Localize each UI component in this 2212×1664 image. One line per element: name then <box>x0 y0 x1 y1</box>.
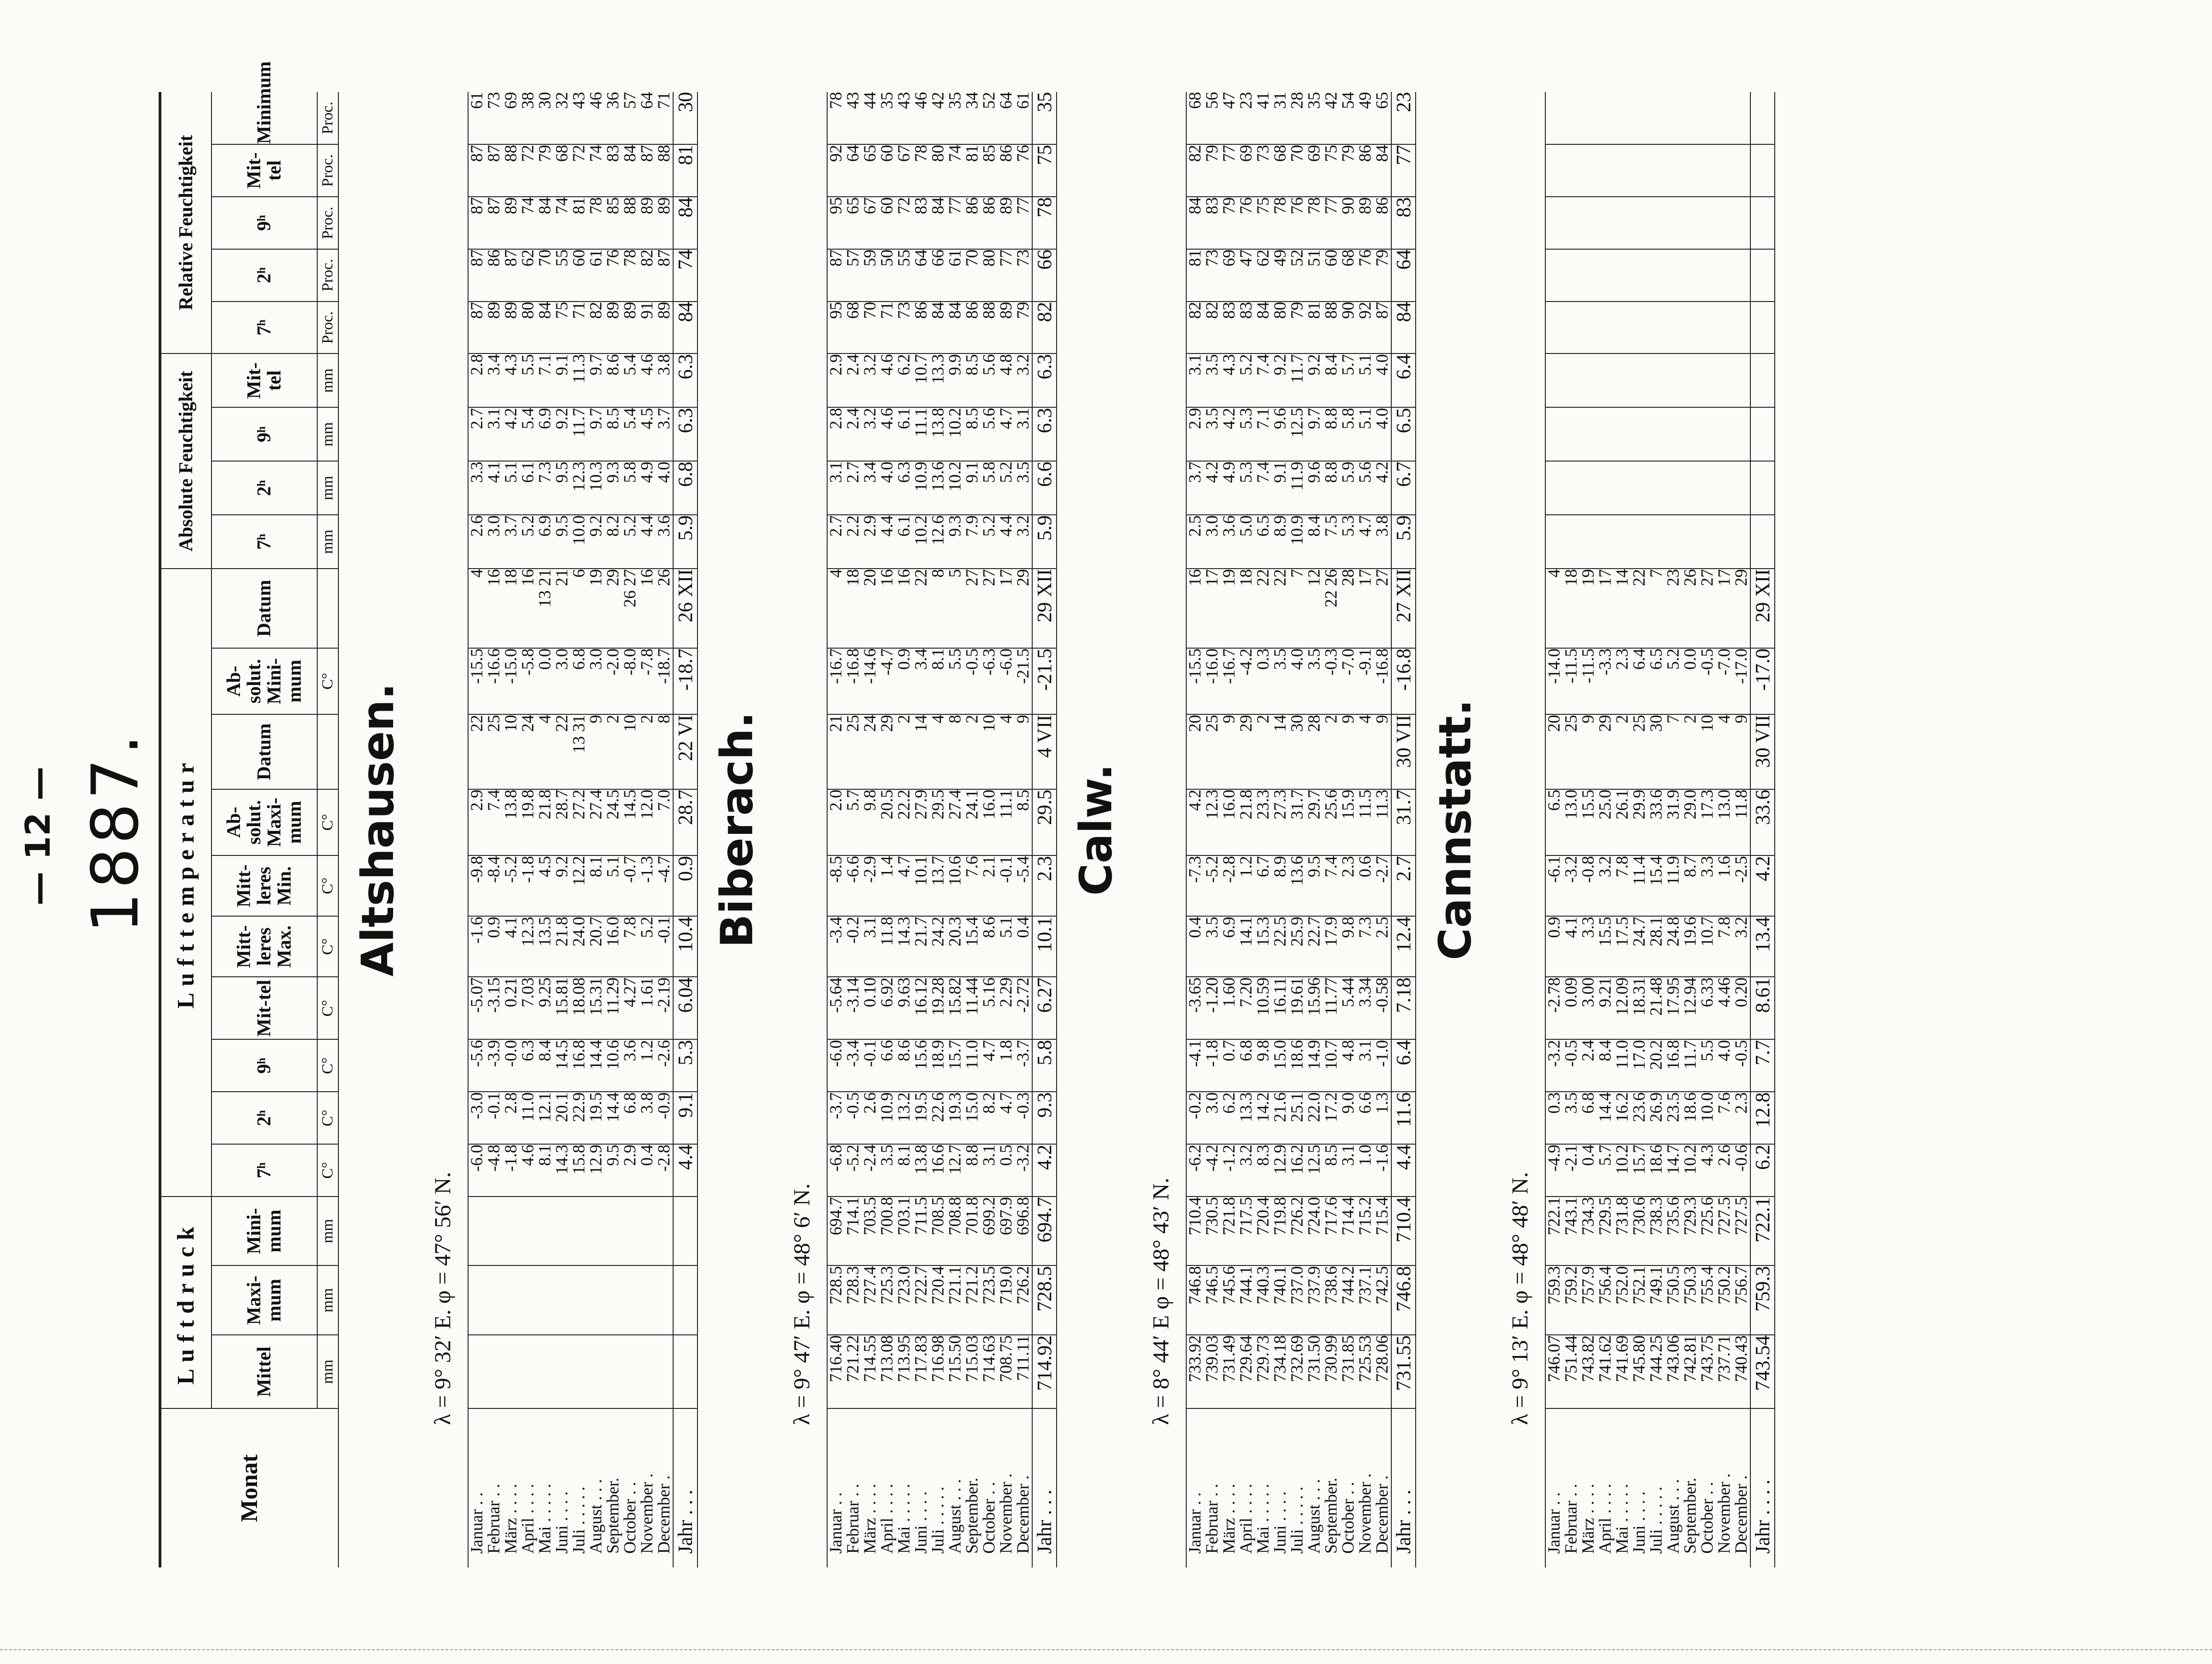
data-column: -15.5 -16.0 -16.7 -4.2 0.3 3.5 4.0 3.5 -0.3 -7.0 -9.1 -16.8 <box>1186 648 1391 714</box>
unit-mm: mm <box>317 1265 338 1334</box>
data-column: 78 43 44 35 43 46 42 35 34 52 64 61 <box>827 92 1032 144</box>
year-value: 30 <box>673 92 697 144</box>
year-value: 84 <box>673 302 697 354</box>
year-label: Jahr . . . . <box>1750 1408 1775 1567</box>
year-value: 8.61 <box>1750 977 1775 1039</box>
year-value: 13.4 <box>1750 916 1775 977</box>
data-column: -6.2 -4.2 -1.2 3.2 8.3 12.9 16.2 12.5 8.5 3.1 1.0 -1.6 <box>1186 1144 1391 1197</box>
year-value: 29 XII <box>1032 569 1057 648</box>
data-column: -2.78 0.09 3.00 9.21 12.09 18.31 21.48 17.95 12.94 6.33 4.46 0.20 <box>1545 977 1750 1039</box>
data-column <box>468 1335 673 1409</box>
year-heading: 1887. <box>78 730 153 934</box>
header-t9: 9ʰ <box>211 1040 317 1092</box>
header-lufttemperatur: Lufttemperatur <box>160 569 211 1197</box>
year-value: 731.55 <box>1391 1335 1416 1409</box>
year-value: 7.18 <box>1391 977 1416 1039</box>
data-column: 728.5 728.3 727.4 725.3 723.0 722.7 720.4 721.1 721.2 723.5 719.0 726.2 <box>827 1265 1032 1334</box>
year-label: Jahr . . . <box>1032 1408 1057 1567</box>
year-value: 4.4 <box>673 1144 697 1197</box>
unit-proc: Proc. <box>317 144 338 197</box>
year-value <box>1750 407 1775 461</box>
header-monat: Monat <box>160 1408 338 1567</box>
year-value: 64 <box>1391 249 1416 302</box>
data-column: 6.5 13.0 15.5 25.0 26.1 29.9 33.6 31.9 29.0 17.3 13.0 11.8 <box>1545 789 1750 855</box>
unit-mm: mm <box>317 407 338 461</box>
year-value: 78 <box>1032 197 1057 249</box>
data-column: -3.4 -0.2 3.1 11.8 14.3 21.7 24.2 20.3 15.4 8.6 5.1 0.4 <box>827 916 1032 977</box>
data-column: -16.7 -16.8 -14.6 -4.7 0.9 3.4 8.1 5.5 -0.5 -6.3 -6.0 -21.5 <box>827 648 1032 714</box>
table-header <box>160 61 338 1567</box>
data-column: -3.2 -0.5 2.4 8.4 11.0 17.0 20.2 16.8 11.7 5.5 4.0 -0.5 <box>1545 1040 1750 1092</box>
data-column: 2.7 2.2 2.9 4.4 6.1 10.2 12.6 9.3 7.9 5.2 4.4 3.2 <box>827 515 1032 569</box>
year-value: 6.6 <box>1032 461 1057 515</box>
year-value <box>1750 249 1775 302</box>
year-value <box>1750 92 1775 144</box>
data-column: 3.3 4.1 5.1 6.1 7.3 9.5 12.3 10.3 9.3 5.8 4.9 4.0 <box>468 461 673 515</box>
year-value: -16.8 <box>1391 648 1416 714</box>
data-column: 87 89 89 80 84 75 71 82 89 89 91 89 <box>468 302 673 354</box>
header-t-mittel: Mit-tel <box>211 977 317 1039</box>
data-column: -9.8 -8.4 -5.2 -1.8 4.5 9.2 12.2 8.1 5.1 -0.7 -1.3 -4.7 <box>468 855 673 916</box>
year-value: 4 VII <box>1032 714 1057 789</box>
data-column: 3.1 2.7 3.4 4.0 6.3 10.9 13.6 10.2 9.1 5.8 5.2 3.5 <box>827 461 1032 515</box>
stations-body <box>338 92 1775 1567</box>
data-column <box>1545 197 1750 249</box>
data-column: 84 83 79 76 75 78 76 78 77 90 89 86 <box>1186 197 1391 249</box>
year-value: 74 <box>673 249 697 302</box>
data-column: 68 56 47 23 41 31 28 35 42 54 49 65 <box>1186 92 1391 144</box>
header-r-minimum: Minimum <box>211 92 317 144</box>
data-column: 722.1 743.1 734.3 729.5 731.8 730.6 738.3 735.6 729.3 725.6 727.5 727.5 <box>1545 1197 1750 1265</box>
data-column: 95 68 70 71 73 86 84 84 86 88 89 79 <box>827 302 1032 354</box>
month-list: Januar . . Februar . . März . . . . April . . . . Mai . . . . . Juni . . . . Juli . . . . . August . . . September. October . . November . December . <box>1545 1473 1751 1554</box>
data-column: 2.5 3.0 3.6 5.0 6.5 8.9 10.9 8.4 7.5 5.3 4.7 3.8 <box>1186 515 1391 569</box>
year-value: 6.5 <box>1391 407 1416 461</box>
data-column: -5.6 -3.9 -0.0 6.3 8.4 14.5 16.8 14.4 10.6 3.6 1.2 -2.6 <box>468 1040 673 1092</box>
data-column: -6.0 -4.8 -1.8 4.6 8.1 14.3 15.8 12.9 9.5 2.9 0.4 -2.8 <box>468 1144 673 1197</box>
year-value: 81 <box>673 144 697 197</box>
year-value: 5.9 <box>1391 515 1416 569</box>
data-column <box>1545 515 1750 569</box>
data-column: -3.0 -0.1 2.8 11.0 12.1 20.1 22.9 19.5 14.4 6.8 3.8 -0.9 <box>468 1092 673 1144</box>
year-value: 2.7 <box>1391 855 1416 916</box>
data-column <box>1545 353 1750 407</box>
year-value: 6.8 <box>673 461 697 515</box>
station-name: Biberach. <box>711 712 763 948</box>
bottom-rule <box>0 1649 2212 1650</box>
data-column: 3.7 4.2 4.9 5.3 7.4 9.1 11.9 9.6 8.8 5.9 5.6 4.2 <box>1186 461 1391 515</box>
year-value: 31.7 <box>1391 789 1416 855</box>
year-value: 6.3 <box>1032 353 1057 407</box>
month-list: Januar . . Februar . . März . . . . April . . . . Mai . . . . . Juni . . . . Juli . . . . . August . . . September. October . . November . December . <box>827 1473 1033 1554</box>
year-summary-row <box>673 92 697 1567</box>
year-value <box>1750 515 1775 569</box>
year-value <box>673 1265 697 1334</box>
year-value <box>1750 302 1775 354</box>
unit-proc: Proc. <box>317 92 338 144</box>
year-summary-row <box>1391 92 1416 1567</box>
data-column: 92 64 65 60 67 78 80 74 81 85 86 76 <box>827 144 1032 197</box>
year-value: 0.9 <box>673 855 697 916</box>
data-column: 87 87 88 72 79 68 72 74 83 84 87 88 <box>468 144 673 197</box>
data-column: 87 87 89 74 84 74 81 78 85 88 89 89 <box>468 197 673 249</box>
data-column: -8.5 -6.6 -2.9 1.4 4.7 10.1 13.7 10.6 7.6 2.1 -0.1 -5.4 <box>827 855 1032 916</box>
station-name: Calw. <box>1070 764 1122 896</box>
header-a9: 9ʰ <box>211 407 317 461</box>
data-column: 2.0 5.7 9.8 20.5 22.2 27.9 29.5 27.4 24.1 16.0 11.1 8.5 <box>827 789 1032 855</box>
data-column: -15.5 -16.6 -15.0 -5.8 0.0 3.0 6.8 3.0 -2.0 -8.0 -7.8 -18.7 <box>468 648 673 714</box>
year-value: 27 XII <box>1391 569 1416 648</box>
data-column: -14.0 -11.5 -11.5 -3.3 2.3 6.4 6.5 5.2 0.0 -0.5 -7.0 -17.0 <box>1545 648 1750 714</box>
data-column <box>1545 407 1750 461</box>
year-value <box>1750 353 1775 407</box>
header-abs-feuchtigkeit: Absolute Feuchtigkeit <box>160 353 211 569</box>
data-column: 716.40 721.22 714.55 713.08 713.95 717.83 716.98 715.50 715.03 714.63 708.75 711.11 <box>827 1335 1032 1409</box>
year-value: 2.3 <box>1032 855 1057 916</box>
data-column: -3.65 -1.20 1.60 7.20 10.59 16.11 19.61 15.96 11.77 5.44 3.34 -0.58 <box>1186 977 1391 1039</box>
year-value: 83 <box>1391 197 1416 249</box>
year-value: 35 <box>1032 92 1057 144</box>
station-coords: λ = 9° 32′ E. φ = 47° 56′ N. <box>429 1172 455 1425</box>
year-value: 29.5 <box>1032 789 1057 855</box>
year-value: 6.04 <box>673 977 697 1039</box>
year-value: -21.5 <box>1032 648 1057 714</box>
header-mittl-max: Mitt-leres Max. <box>211 916 317 977</box>
year-value: 746.8 <box>1391 1265 1416 1334</box>
station-coords-row <box>1494 92 1545 1567</box>
unit-mm: mm <box>317 353 338 407</box>
data-column: -3.7 -0.5 2.6 10.9 13.2 19.5 22.6 19.3 15.0 8.2 4.7 -0.3 <box>827 1092 1032 1144</box>
header-a2: 2ʰ <box>211 461 317 515</box>
year-value: 9.3 <box>1032 1092 1057 1144</box>
header-r7: 7ʰ <box>211 302 317 354</box>
year-value: 84 <box>673 197 697 249</box>
year-summary-row <box>1032 92 1057 1567</box>
data-column: -5.07 -3.15 0.21 7.03 9.25 15.81 18.08 15.31 11.29 4.27 1.61 -2.19 <box>468 977 673 1039</box>
unit-c: C° <box>317 916 338 977</box>
unit-c: C° <box>317 1040 338 1092</box>
data-column: 82 82 83 83 84 80 79 81 88 90 92 87 <box>1186 302 1391 354</box>
unit-c: C° <box>317 855 338 916</box>
data-column: 0.4 3.5 6.9 14.1 15.3 22.5 25.9 22.7 17.9 9.8 7.3 2.5 <box>1186 916 1391 977</box>
year-label: Jahr . . . <box>673 1408 697 1567</box>
station-data-row <box>1186 92 1391 1567</box>
data-column: -6.8 -5.2 -2.4 3.5 8.1 13.8 16.6 12.7 8.8 3.1 0.5 -3.2 <box>827 1144 1032 1197</box>
unit-mm: mm <box>317 1197 338 1265</box>
data-column: 61 73 69 38 30 32 43 46 36 57 64 71 <box>468 92 673 144</box>
data-column: 95 65 67 60 72 83 84 77 86 86 89 77 <box>827 197 1032 249</box>
station-data-row <box>827 92 1032 1567</box>
data-column: 746.8 746.5 745.6 744.1 740.3 740.1 737.0 737.9 738.6 744.2 737.1 742.5 <box>1186 1265 1391 1334</box>
year-value: 10.4 <box>673 916 697 977</box>
unit-mm: mm <box>317 1335 338 1409</box>
data-column: -6.0 -3.4 -0.1 6.6 8.6 15.6 18.9 15.7 11.0 4.7 1.8 -3.7 <box>827 1040 1032 1092</box>
data-column: 3.1 3.5 4.3 5.2 7.4 9.2 11.7 9.2 8.4 5.7 5.1 4.0 <box>1186 353 1391 407</box>
year-value <box>1750 461 1775 515</box>
year-value: 6.2 <box>1750 1144 1775 1197</box>
data-column: 733.92 739.03 731.49 729.64 729.73 734.18 732.69 731.50 730.99 731.85 725.53 728.06 <box>1186 1335 1391 1409</box>
year-value: 6.27 <box>1032 977 1057 1039</box>
header-maximum: Maxi-mum <box>211 1265 317 1334</box>
year-value: 75 <box>1032 144 1057 197</box>
unit-mm: mm <box>317 461 338 515</box>
data-column: 0.3 3.5 6.8 14.4 16.2 23.6 26.9 23.5 18.6 10.0 7.6 2.3 <box>1545 1092 1750 1144</box>
year-value: 22 VI <box>673 714 697 789</box>
data-column: 2.7 3.1 4.2 5.4 6.9 9.2 11.7 9.7 8.5 5.4 4.5 3.7 <box>468 407 673 461</box>
data-column: 20 25 9 29 2 14 30 28 2 9 4 9 <box>1186 714 1391 789</box>
header-a-mittel: Mit-tel <box>211 353 317 407</box>
data-column: 2.9 3.5 4.2 5.3 7.1 9.6 12.5 9.7 8.8 5.8 5.1 4.0 <box>1186 407 1391 461</box>
data-column: 82 79 77 69 73 68 70 69 75 79 86 84 <box>1186 144 1391 197</box>
data-column: 2.9 2.4 3.2 4.6 6.2 10.7 13.3 9.9 8.5 5.6 4.8 3.2 <box>827 353 1032 407</box>
year-value: 30 VII <box>1750 714 1775 789</box>
year-value: 759.3 <box>1750 1265 1775 1334</box>
header-abs-min: Ab-solut. Mini-mum <box>211 648 317 714</box>
data-column: 2.6 3.0 3.7 5.2 6.9 9.5 10.0 9.2 8.2 5.2 4.4 3.6 <box>468 515 673 569</box>
year-value: 26 XII <box>673 569 697 648</box>
unit-c: C° <box>317 648 338 714</box>
data-column: -4.1 -1.8 0.7 6.8 9.8 15.0 18.6 14.9 10.7 4.8 3.1 -1.0 <box>1186 1040 1391 1092</box>
data-column <box>1545 302 1750 354</box>
data-column: 694.7 714.1 703.5 700.8 703.1 711.5 708.5 708.8 701.8 699.2 697.9 696.8 <box>827 1197 1032 1265</box>
year-value: 4.4 <box>1391 1144 1416 1197</box>
year-value: 28.7 <box>673 789 697 855</box>
station-name-row <box>338 92 417 1567</box>
year-value: 10.1 <box>1032 916 1057 977</box>
year-value: 11.6 <box>1391 1092 1416 1144</box>
station-data-row <box>1545 92 1750 1567</box>
data-column: -5.64 -3.14 0.10 6.92 9.63 16.12 19.28 15.82 11.44 5.16 2.29 -2.72 <box>827 977 1032 1039</box>
month-list: Januar . . Februar . . März . . . . April . . . . Mai . . . . . Juni . . . . Juli . . . . . August . . . September. October . . November . December . <box>468 1473 674 1554</box>
data-column <box>1545 144 1750 197</box>
year-value: 5.8 <box>1032 1040 1057 1092</box>
year-value: 5.3 <box>673 1040 697 1092</box>
unit-blank <box>317 714 338 789</box>
header-minimum: Mini-mum <box>211 1197 317 1265</box>
data-column: 22 25 10 24 4 22 13 31 9 2 10 2 8 <box>468 714 673 789</box>
station-coords-row <box>1135 92 1186 1567</box>
station-coords: λ = 9° 47′ E. φ = 48° 6′ N. <box>789 1183 814 1425</box>
header-abs-max: Ab-solut. Maxi-mum <box>211 789 317 855</box>
data-column: 87 57 59 50 55 64 66 61 70 80 77 73 <box>827 249 1032 302</box>
data-column <box>1545 249 1750 302</box>
year-value: 30 VII <box>1391 714 1416 789</box>
unit-proc: Proc. <box>317 249 338 302</box>
data-column: 746.07 751.44 743.82 741.62 741.69 745.80 744.25 743.06 742.81 743.75 737.71 740.43 <box>1545 1335 1750 1409</box>
year-value: 33.6 <box>1750 789 1775 855</box>
header-mittel: Mittel <box>211 1335 317 1409</box>
station-name-row <box>697 92 776 1567</box>
station-data-row <box>468 92 673 1567</box>
header-luftdruck: Luftdruck <box>160 1197 211 1408</box>
year-value: 6.4 <box>1391 1040 1416 1092</box>
unit-mm: mm <box>317 515 338 569</box>
year-value <box>1750 144 1775 197</box>
year-value: -18.7 <box>673 648 697 714</box>
year-value: 710.4 <box>1391 1197 1416 1265</box>
year-value: 6.4 <box>1391 353 1416 407</box>
data-column: 2.8 3.4 4.3 5.5 7.1 9.1 11.3 9.7 8.6 5.4 4.6 3.8 <box>468 353 673 407</box>
station-name-row <box>1416 92 1494 1567</box>
unit-blank <box>317 569 338 648</box>
data-column: 2.8 2.4 3.2 4.6 6.1 11.1 13.8 10.2 8.5 5.6 4.7 3.1 <box>827 407 1032 461</box>
station-name: Altshausen. <box>352 683 404 977</box>
header-datum-max: Datum <box>211 714 317 789</box>
year-value: 82 <box>1032 302 1057 354</box>
data-column: -7.3 -5.2 -2.8 1.2 6.7 8.9 13.6 9.5 7.4 2.3 0.6 -2.7 <box>1186 855 1391 916</box>
year-value: 714.92 <box>1032 1335 1057 1409</box>
unit-c: C° <box>317 1092 338 1144</box>
station-name-row <box>1057 92 1135 1567</box>
year-value: 29 XII <box>1750 569 1775 648</box>
year-value <box>673 1197 697 1265</box>
data-column: 16 17 19 18 22 22 7 12 22 26 28 17 27 <box>1186 569 1391 648</box>
year-value: 5.9 <box>673 515 697 569</box>
year-value: 77 <box>1391 144 1416 197</box>
header-mittl-min: Mitt-leres Min. <box>211 855 317 916</box>
data-column: -0.2 3.0 6.2 13.3 14.2 21.6 25.1 22.0 17.2 9.0 6.6 1.3 <box>1186 1092 1391 1144</box>
year-value: 12.4 <box>1391 916 1416 977</box>
year-value: 6.7 <box>1391 461 1416 515</box>
year-value: 5.9 <box>1032 515 1057 569</box>
data-column: 4.2 12.3 16.0 21.8 23.3 27.3 31.7 29.7 25.6 15.9 11.5 11.3 <box>1186 789 1391 855</box>
station-coords-row <box>417 92 468 1567</box>
year-value: 6.3 <box>673 353 697 407</box>
header-t7: 7ʰ <box>211 1144 317 1197</box>
year-value: 84 <box>1391 302 1416 354</box>
month-list: Januar . . Februar . . März . . . . April . . . . Mai . . . . . Juni . . . . Juli . . . . . August . . . September. October . . November . December . <box>1186 1473 1392 1554</box>
year-value: 12.8 <box>1750 1092 1775 1144</box>
header-r2: 2ʰ <box>211 249 317 302</box>
year-summary-row <box>1750 92 1775 1567</box>
data-column: 4 16 18 16 13 21 21 6 19 29 26 27 16 26 <box>468 569 673 648</box>
header-a7: 7ʰ <box>211 515 317 569</box>
year-value: 728.5 <box>1032 1265 1057 1334</box>
data-column: 4 18 20 16 16 22 8 5 27 27 17 29 <box>827 569 1032 648</box>
year-value: 23 <box>1391 92 1416 144</box>
unit-c: C° <box>317 977 338 1039</box>
data-column: -6.1 -3.2 -0.8 3.2 7.8 11.4 15.4 11.9 8.7 3.3 1.6 -2.5 <box>1545 855 1750 916</box>
station-coords-row <box>776 92 827 1567</box>
year-value: 7.7 <box>1750 1040 1775 1092</box>
data-column <box>468 1265 673 1334</box>
data-column: 20 25 9 29 2 25 30 7 2 10 4 9 <box>1545 714 1750 789</box>
header-r-mittel: Mit-tel <box>211 144 317 197</box>
year-value: 4.2 <box>1750 855 1775 916</box>
unit-proc: Proc. <box>317 197 338 249</box>
data-column <box>1545 92 1750 144</box>
data-column <box>468 1197 673 1265</box>
station-coords: λ = 9° 13′ E. φ = 48° 48′ N. <box>1507 1172 1532 1425</box>
station-name: Cannstatt. <box>1429 699 1481 960</box>
data-column: -1.6 0.9 4.1 12.3 13.5 21.8 24.0 20.7 16.0 7.8 5.2 -0.1 <box>468 916 673 977</box>
header-r9: 9ʰ <box>211 197 317 249</box>
unit-c: C° <box>317 789 338 855</box>
unit-c: C° <box>317 1144 338 1197</box>
year-value: 694.7 <box>1032 1197 1057 1265</box>
data-column <box>1545 461 1750 515</box>
climate-table <box>159 61 1775 1567</box>
data-column: 87 86 87 62 70 55 60 61 76 78 82 87 <box>468 249 673 302</box>
year-value: 722.1 <box>1750 1197 1775 1265</box>
header-t2: 2ʰ <box>211 1092 317 1144</box>
data-column: -4.9 -2.1 0.4 5.7 10.2 15.7 18.6 14.7 10.2 4.3 2.6 -0.6 <box>1545 1144 1750 1197</box>
header-rel-feuchtigkeit: Relative Feuchtigkeit <box>160 92 211 353</box>
data-column: 21 25 24 29 2 14 4 8 2 10 4 9 <box>827 714 1032 789</box>
header-datum-min: Datum <box>211 569 317 648</box>
data-column: 81 73 69 47 62 49 52 51 60 68 76 79 <box>1186 249 1391 302</box>
year-value <box>1750 197 1775 249</box>
data-column: 4 18 19 17 14 22 7 23 26 27 17 29 <box>1545 569 1750 648</box>
year-value: 6.3 <box>673 407 697 461</box>
station-coords: λ = 8° 44′ E φ = 48° 43′ N. <box>1148 1177 1173 1425</box>
year-value: 743.54 <box>1750 1335 1775 1409</box>
data-column: 759.3 759.2 757.9 756.4 752.0 752.1 749.1 750.5 750.3 755.4 750.2 756.7 <box>1545 1265 1750 1334</box>
page-number: — 12 — <box>18 766 58 906</box>
year-value: -17.0 <box>1750 648 1775 714</box>
data-column: 710.4 730.5 721.8 717.5 720.4 719.8 726.2 724.0 717.6 714.4 715.2 715.4 <box>1186 1197 1391 1265</box>
year-value: 4.2 <box>1032 1144 1057 1197</box>
year-value <box>673 1335 697 1409</box>
year-value: 9.1 <box>673 1092 697 1144</box>
unit-proc: Proc. <box>317 302 338 354</box>
year-label: Jahr . . . <box>1391 1408 1416 1567</box>
data-column: 0.9 4.1 3.3 15.5 17.5 24.7 28.1 24.8 19.6 10.7 7.8 3.2 <box>1545 916 1750 977</box>
data-column: 2.9 7.4 13.8 19.8 21.8 28.7 27.2 27.4 24.5 14.5 12.0 7.0 <box>468 789 673 855</box>
year-value: 6.3 <box>1032 407 1057 461</box>
year-value: 66 <box>1032 249 1057 302</box>
